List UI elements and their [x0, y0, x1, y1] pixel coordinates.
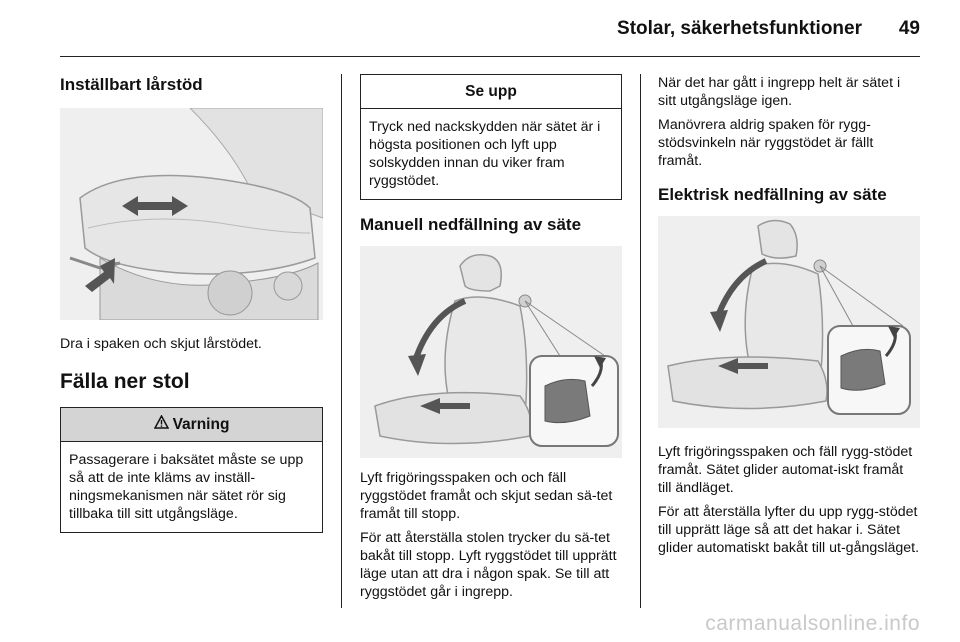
page-number: 49 — [898, 18, 920, 39]
column-left — [60, 74, 323, 533]
caution-box — [360, 74, 622, 200]
lever-warning-note: Manövrera aldrig spaken för rygg-stödsvinkeln när ryggstödet är fällt framåt. — [658, 117, 874, 169]
column-right — [658, 74, 920, 557]
figure-manual-fold — [360, 246, 622, 458]
engaged-note: När det har gått i ingrepp helt är sätet i sitt utgångsläge igen. — [658, 75, 901, 109]
warning-box — [60, 407, 323, 533]
figure-thigh-support — [60, 108, 323, 320]
page-header — [0, 0, 960, 58]
header-rule — [60, 56, 920, 57]
column-middle — [360, 74, 622, 601]
electric-fold-reset: För att återställa lyfter du upp rygg-stödet till upprätt läge så att det hakar i. Sätet glider automatiskt bakåt till ut-gångsläget. — [658, 504, 920, 556]
warning-title: Varning — [172, 416, 230, 433]
header-title: Stolar, säkerhetsfunktioner — [617, 18, 862, 39]
manual-fold-seat-illustration — [360, 246, 622, 458]
heading-lumbar-support: Inställbart lårstöd — [60, 75, 203, 94]
figure-electric-fold — [658, 216, 920, 428]
column-divider — [341, 74, 342, 608]
heading-fold-seat: Fälla ner stol — [60, 370, 190, 393]
heading-manual-fold: Manuell nedfällning av säte — [360, 215, 582, 234]
electric-fold-seat-illustration — [658, 216, 920, 428]
column-divider — [640, 74, 641, 608]
electric-fold-instructions: Lyft frigöringsspaken och fäll rygg-stödet framåt. Sätet glider automat-iskt framåt till ändläget. — [658, 444, 913, 496]
caption-thigh-support: Dra i spaken och skjut lårstödet. — [60, 336, 262, 352]
caution-text: Tryck ned nackskydden när sätet är i högsta positionen och lyft upp solskydden innan du viker fram ryggstödet. — [369, 119, 601, 189]
warning-box-header — [61, 408, 322, 442]
manual-fold-reset: För att återställa stolen trycker du sä-tet bakåt till stopp. Lyft ryggstödet till upprätt läge utan att dra i någon spak. Se till att ryggstödet går i ingrepp. — [360, 530, 617, 600]
seat-cushion-illustration — [60, 108, 323, 320]
caution-title: Se upp — [361, 75, 621, 109]
heading-electric-fold: Elektrisk nedfällning av säte — [658, 185, 887, 204]
manual-fold-instructions: Lyft frigöringsspaken och och fäll ryggstödet framåt och skjut sedan sä-tet framåt till stopp. — [360, 470, 613, 522]
warning-triangle-icon — [154, 408, 169, 441]
warning-text: Passagerare i baksätet måste se upp så att de inte kläms av inställ-ningsmekanismen när sätet rör sig tillbaka till sitt utgångsläge. — [69, 452, 304, 522]
watermark: carmanualsonline.info — [705, 612, 920, 635]
